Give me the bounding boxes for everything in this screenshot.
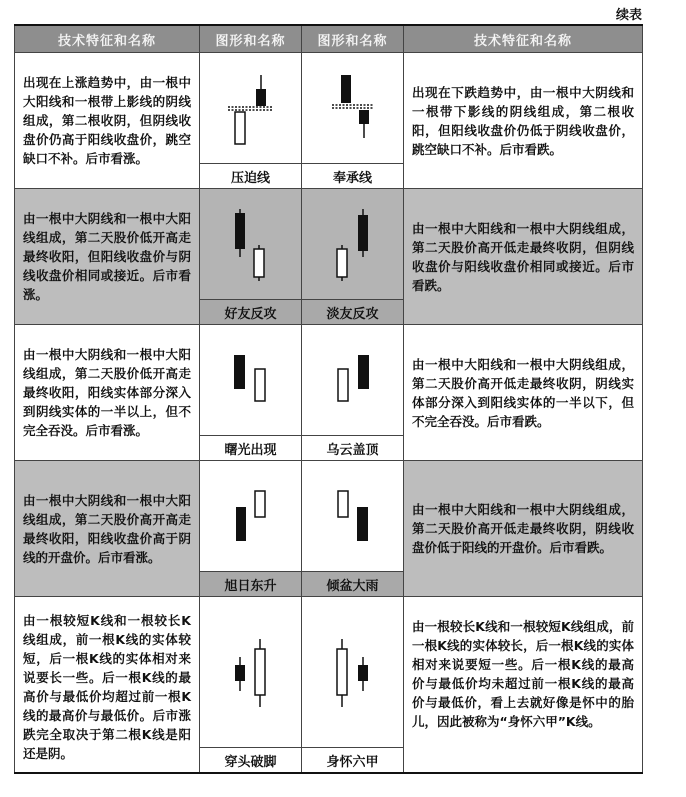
pattern-name-left: 穿头破脚 — [200, 748, 302, 774]
candlestick-figure-left — [200, 53, 302, 164]
left-description: 由一根较短K线和一根较长K线组成，前一根K线的实体较短，后一根K线的实体相对来说要长一些。后一根K线的最高价与最低价均超过前一根K线的最高价与最低价。后市涨跌完全取决于第二根K线是阳还是阴。 — [15, 597, 200, 774]
pattern-name-left: 压迫线 — [200, 164, 302, 189]
right-description: 由一根中大阳线和一根中大阴线组成，第二天股价高开低走最终收阴，但阴线收盘价与阳线收盘价相同或接近。后市看跌。 — [404, 189, 643, 325]
right-description: 由一根较长K线和一根较短K线组成，前一根K线的实体较长，后一根K线的实体相对来说要短一些。后一根K线的最高价与最低价均未超过前一根K线的最高价与最低价，看上去就好像是怀中的胎儿，因此被称为“身怀六甲”K线。 — [404, 597, 643, 774]
table-row — [15, 597, 643, 748]
table-row — [15, 189, 643, 300]
pattern-name-right: 奉承线 — [302, 164, 404, 189]
table-row — [15, 325, 643, 436]
left-description: 出现在上涨趋势中，由一根中大阳线和一根带上影线的阴线组成，第二根收阴，但阴线收盘价仍高于阳线收盘价，跳空缺口不补。后市看涨。 — [15, 53, 200, 189]
candlestick-figure-right — [302, 53, 404, 164]
pattern-name-left: 好友反攻 — [200, 300, 302, 325]
candlestick-figure-left — [200, 597, 302, 748]
continued-label: 续表 — [615, 8, 642, 23]
candlestick-figure-left — [200, 189, 302, 300]
left-description: 由一根中大阴线和一根中大阳线组成，第二天股价低开高走最终收阳，阳线实体部分深入到阴线实体的一半以上，但不完全吞没。后市看涨。 — [15, 325, 200, 461]
candlestick-figure-right — [302, 597, 404, 748]
pattern-name-right: 淡友反攻 — [302, 300, 404, 325]
header-right-features: 技术特征和名称 — [404, 25, 643, 53]
header-left-features: 技术特征和名称 — [15, 25, 200, 53]
table-row — [15, 461, 643, 572]
candlestick-figure-left — [200, 461, 302, 572]
candlestick-pattern-table — [14, 24, 643, 774]
left-description: 由一根中大阴线和一根中大阳线组成，第二天股价低开高走最终收阳，但阳线收盘价与阴线收盘价相同或接近。后市看涨。 — [15, 189, 200, 325]
pattern-name-left: 旭日东升 — [200, 572, 302, 597]
right-description: 由一根中大阳线和一根中大阴线组成，第二天股价高开低走最终收阴，阴线实体部分深入到阳线实体的一半以下，但不完全吞没。后市看跌。 — [404, 325, 643, 461]
pattern-name-right: 乌云盖顶 — [302, 436, 404, 461]
pattern-name-left: 曙光出现 — [200, 436, 302, 461]
right-description: 出现在下跌趋势中，由一根中大阴线和一根带下影线的阴线组成，第二根收阳，但阳线收盘价仍低于阴线收盘价，跳空缺口不补。后市看跌。 — [404, 53, 643, 189]
pattern-name-right: 身怀六甲 — [302, 748, 404, 774]
candlestick-figure-right — [302, 461, 404, 572]
header-right-figure: 图形和名称 — [302, 25, 404, 53]
candlestick-figure-right — [302, 189, 404, 300]
table-row — [15, 53, 643, 164]
candlestick-figure-left — [200, 325, 302, 436]
pattern-name-right: 倾盆大雨 — [302, 572, 404, 597]
header-left-figure: 图形和名称 — [200, 25, 302, 53]
left-description: 由一根中大阴线和一根中大阳线组成，第二天股价高开高走最终收阳，阳线收盘价高于阴线的开盘价。后市看涨。 — [15, 461, 200, 597]
header-row — [15, 25, 643, 53]
candlestick-figure-right — [302, 325, 404, 436]
right-description: 由一根中大阳线和一根中大阴线组成，第二天股价高开低走最终收阴，阴线收盘价低于阳线的开盘价。后市看跌。 — [404, 461, 643, 597]
